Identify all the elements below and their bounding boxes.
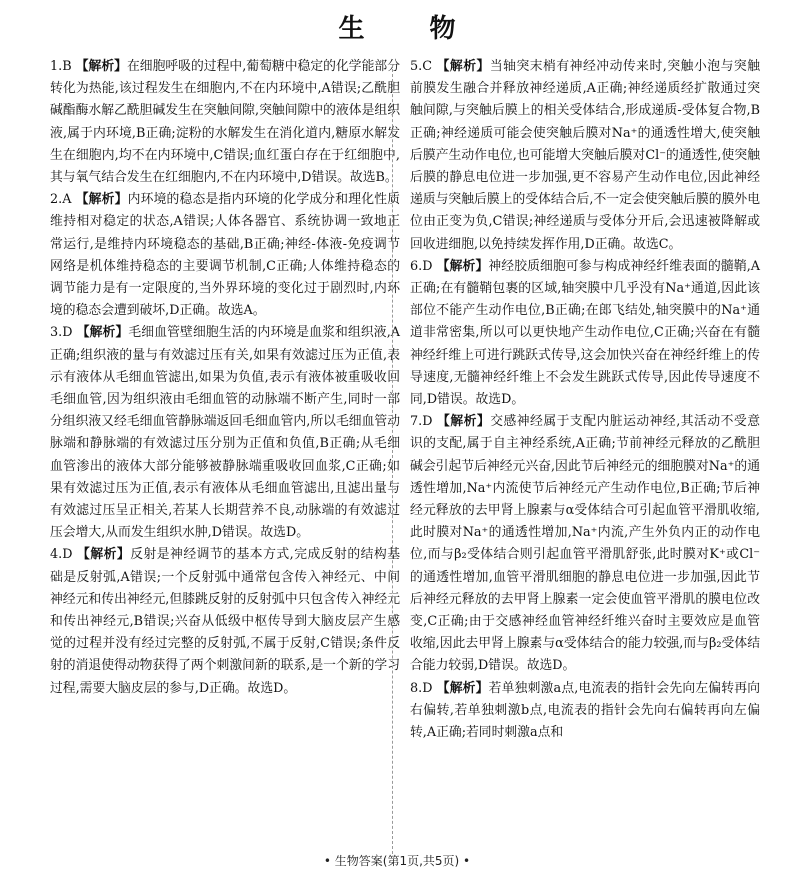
answer-item <box>50 322 400 544</box>
answer-text: 交感神经属于支配内脏运动神经,其活动不受意识的支配,属于自主神经系统,A正确;节前神经元释放的乙酰胆碱会引起节后神经元兴奋,因此节后神经元的细胞膜对Na⁺的通透性增加,Na⁺内流使节后神经元产生动作电位,B正确;节后神经元释放的去甲肾上腺素与α受体结合可引起血管平滑肌收缩,此时膜对Na⁺的通透性增加,Na⁺内流,产生外负内正的动作电位,而与β₂受体结合则引起血管平滑肌舒张,此时膜对K⁺或Cl⁻的通透性增加,血管平滑肌细胞的静息电位进一步加强,因此节后神经元释放的去甲肾上腺素一定会使血管平滑肌的膜电位改变,C正确;由于交感神经血管神经纤维兴奋时主要效应是血管收缩,因此去甲肾上腺素与α受体结合的能力较强,而与β₂受体结合能力较弱,D错误。故选D。 <box>410 414 760 674</box>
analysis-tag: 【解析】 <box>76 325 129 341</box>
page-title: 生 物 <box>338 14 484 44</box>
analysis-tag: 【解析】 <box>77 547 131 563</box>
answer-text: 内环境的稳态是指内环境的化学成分和理化性质维持相对稳定的状态,A错误;人体各器官、系统协调一致地正常运行,是维持内环境稳态的基础,B正确;神经-体液-免疫调节网络是机体维持稳态的主要调节机制,C正确;人体维持稳态的调节能力是有一定限度的,当外界环境的变化过于剧烈时,内环境的稳态会遭到破坏,D正确。故选A。 <box>50 192 400 319</box>
answer-text: 反射是神经调节的基本方式,完成反射的结构基础是反射弧,A错误;一个反射弧中通常包含传入神经元、中间神经元和传出神经元,但膝跳反射的反射弧中只包含传入神经元和传出神经元,B错误;兴奋从低级中枢传导到大脑皮层产生感觉的过程并没有经过完整的反射弧,不属于反射,C错误;条件反射的消退使得动物获得了两个刺激间新的联系,是一个新的学习过程,需要大脑皮层的参与,D正确。故选D。 <box>50 547 400 696</box>
analysis-tag: 【解析】 <box>75 59 127 74</box>
analysis-tag: 【解析】 <box>436 680 489 696</box>
answer-text: 神经胶质细胞可参与构成神经纤维表面的髓鞘,A正确;在有髓鞘包裹的区域,轴突膜中几乎没有Na⁺通道,因此该部位不能产生动作电位,B正确;在郎飞结处,轴突膜中的Na⁺通道非常密集,所以可以更快地产生动作电位,C正确;兴奋在有髓神经纤维上可进行跳跃式传导,这会加快兴奋在神经纤维上的传导速度,无髓神经纤维上不会发生跳跃式传导,因此传导速度不同,D错误。故选D。 <box>410 258 761 408</box>
answer-item <box>50 544 400 699</box>
right-column <box>410 56 760 744</box>
answer-number: 2.A <box>50 192 72 208</box>
answer-item <box>50 189 400 322</box>
answer-text: 当轴突末梢有神经冲动传来时,突触小泡与突触前膜发生融合并释放神经递质,A正确;神经递质经扩散通过突触间隙,与突触后膜上的相关受体结合,形成递质-受体复合物,B正确;神经递质可能会使突触后膜对Na⁺的通透性增大,使突触后膜产生动作电位,也可能增大突触后膜对Cl⁻的通透性,使突触后膜的静息电位进一步加强,更不容易产生动作电位,因此神经递质与突触后膜上的受体结合后,不一定会使突触后膜的膜外电位由正变为负,C错误;神经递质与受体分开后,会迅速被降解或回收进细胞,以免持续发挥作用,D正确。故选C。 <box>410 59 760 252</box>
analysis-tag: 【解析】 <box>436 258 489 274</box>
answer-text: 若单独刺激a点,电流表的指针会先向左偏转再向右偏转,若单独刺激b点,电流表的指针会先向右偏转再向左偏转,A正确;若同时刺激a点和 <box>410 680 760 741</box>
answer-item <box>410 256 760 411</box>
answer-number: 7.D <box>410 414 433 430</box>
column-divider <box>392 64 393 854</box>
answer-text: 在细胞呼吸的过程中,葡萄糖中稳定的化学能部分转化为热能,该过程发生在细胞内,不在内环境中,A错误;乙酰胆碱酯酶水解乙酰胆碱发生在突触间隙,突触间隙中的液体是组织液,属于内环境,B正确;淀粉的水解发生在消化道内,糖原水解发生在细胞内,均不在内环境中,C错误;血红蛋白存在于红细胞中,其与氧气结合发生在红细胞内,不在内环境中,D错误。故选B。 <box>50 59 400 186</box>
analysis-tag: 【解析】 <box>75 192 128 208</box>
answer-text: 毛细血管壁细胞生活的内环境是血浆和组织液,A正确;组织液的量与有效滤过压有关,如果有效滤过压为正值,表示有液体从毛细血管滤出,如果为负值,表示有液体被重吸收回毛细血管,因为组织液由毛细血管的动脉端不断产生,同时一部分组织液又经毛细血管静脉端返回毛细血管内,所以毛细血管动脉端和静脉端的有效滤过压分别为正值和负值,B正确;从毛细血管渗出的液体大部分能够被静脉端重吸收回血浆,C正确;如果有效滤过压为正值,表示有液体从毛细血管滤出,且滤出量与有效滤过压呈正相关,若某人长期营养不良,动脉端的有效滤过压会增大,从而发生组织水肿,D错误。故选D。 <box>50 325 401 541</box>
page-footer: • 生物答案(第1页,共5页) • <box>323 854 471 868</box>
answer-number: 6.D <box>410 258 433 274</box>
analysis-tag: 【解析】 <box>437 414 491 430</box>
answer-number: 1.B <box>50 59 72 74</box>
answer-number: 8.D <box>410 680 433 696</box>
analysis-tag: 【解析】 <box>436 59 490 74</box>
answer-number: 3.D <box>50 325 73 341</box>
answer-number: 4.D <box>50 547 73 563</box>
answer-item <box>410 56 760 256</box>
answer-item <box>410 411 760 677</box>
left-column <box>50 56 400 700</box>
answer-item <box>50 56 400 189</box>
answer-item <box>410 678 760 745</box>
answer-number: 5.C <box>410 59 433 74</box>
